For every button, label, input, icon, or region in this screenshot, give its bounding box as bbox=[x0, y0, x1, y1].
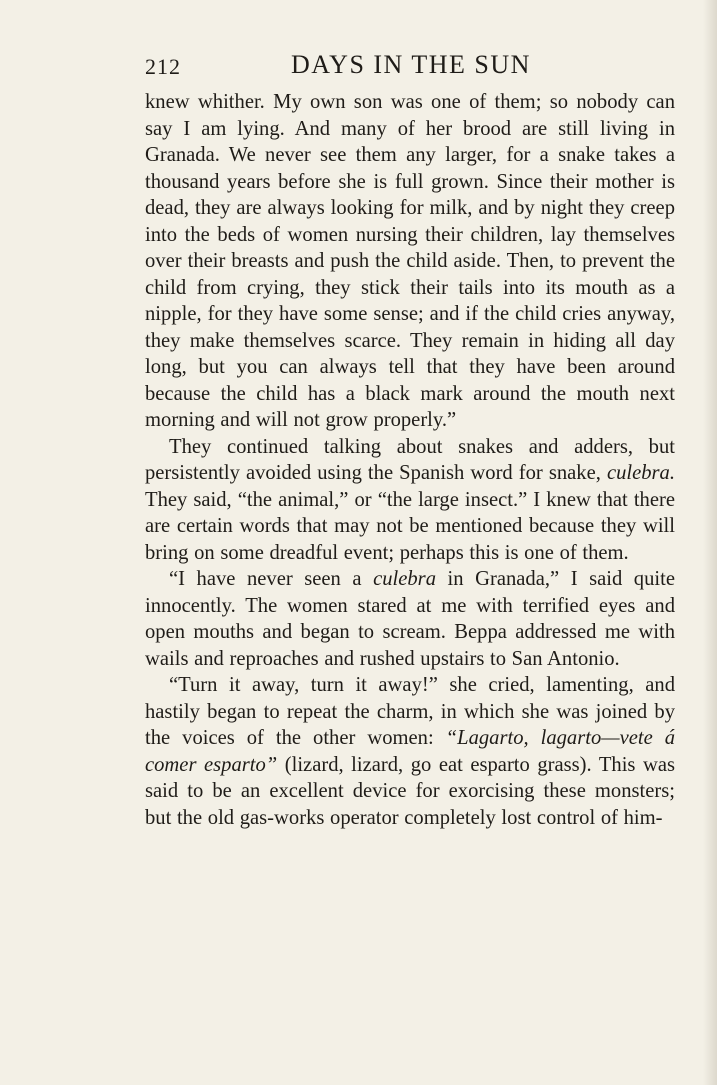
italic-charm: “Lagarto, lagarto—vete á comer esparto” bbox=[145, 727, 675, 776]
page-number: 212 bbox=[145, 54, 181, 79]
paragraph bbox=[145, 89, 675, 434]
paragraph bbox=[145, 434, 675, 567]
text-segment: “Turn it away, turn it away!” she cried, lamenting, and hastily began to repeat the charm, in which she was joined by the voices of the other women: bbox=[145, 674, 675, 749]
paragraph bbox=[145, 672, 675, 831]
italic-word: culebra bbox=[373, 568, 436, 590]
text-segment: (lizard, lizard, go eat esparto grass). This was said to be an excellent device for exorcising these monsters; but the old gas-works operator completely lost control of him- bbox=[145, 753, 675, 829]
text-segment: knew whither. My own son was one of them; so nobody can say I am lying. And many of her brood are still living in Granada. We never see them any larger, for a snake takes a thousand years before she is full grown. Since their mother is dead, they are always looking for milk, and by night they creep into the beds of women nursing their children, lay themselves over their breasts and push the child aside. Then, to prevent the child from crying, they stick their tails into its mouth as a nipple, for they have some sense; and if the child cries anyway, they make themselves scarce. They remain in hiding all day long, but you can always tell that they have been around because the child has a black mark around the mouth next morning and will not grow properly.” bbox=[145, 91, 675, 431]
body-text bbox=[145, 89, 675, 831]
page-edge-shadow bbox=[703, 0, 717, 1085]
italic-word: culebra. bbox=[606, 462, 675, 484]
running-title: DAYS IN THE SUN bbox=[291, 50, 531, 79]
paragraph bbox=[145, 566, 675, 672]
text-segment: in Granada,” I said quite innocently. The women stared at me with terrified eyes and open mouths and began to scream. Beppa addressed me with wails and reproaches and rushed upstairs to San Antonio. bbox=[145, 568, 675, 670]
page-header bbox=[145, 50, 675, 82]
text-segment: They continued talking about snakes and adders, but persistently avoided using the Spanish word for snake, bbox=[145, 435, 675, 484]
text-segment: They said, “the animal,” or “the large insect.” I knew that there are certain words that may not be mentioned because they will bring on some dreadful event; perhaps this is one of them. bbox=[145, 488, 675, 564]
text-segment: “I have never seen a bbox=[169, 568, 374, 590]
